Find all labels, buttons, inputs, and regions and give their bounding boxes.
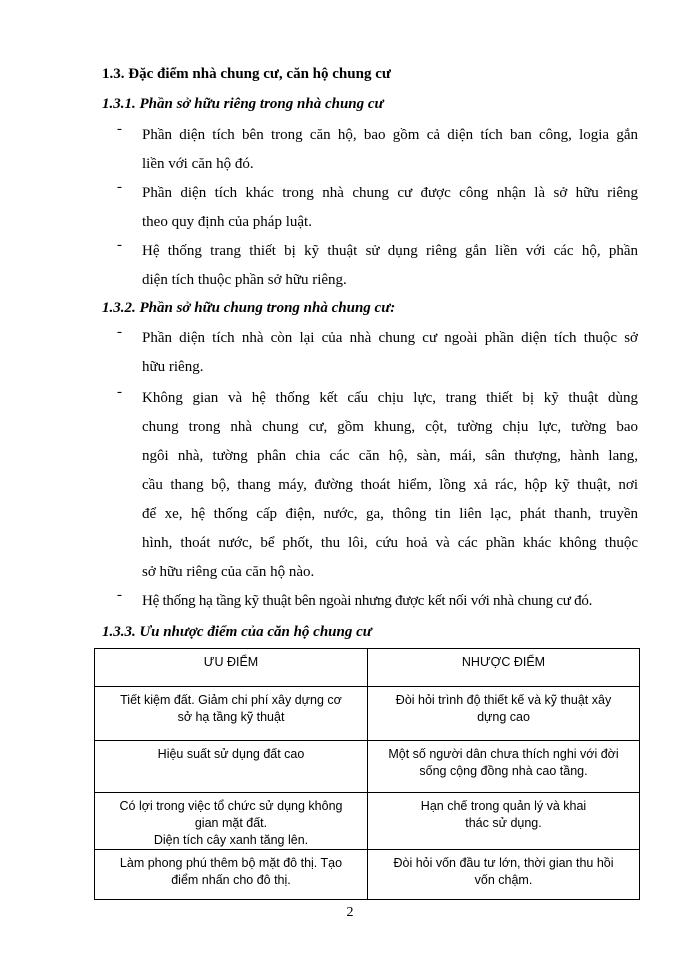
pros-cell (95, 850, 368, 900)
text-line: Phần diện tích khác trong nhà chung cư được công nhận là sở hữu riêng (142, 185, 638, 201)
cell-line: Đòi hỏi vốn đầu tư lớn, thời gian thu hồi (393, 856, 614, 870)
text-line: diện tích thuộc phần sở hữu riêng. (142, 272, 347, 288)
text-line: chung trong nhà chung cư, gồm khung, cột, tường chịu lực, tường bao (142, 419, 638, 435)
pros-cell (95, 793, 368, 850)
pros-cell (95, 741, 368, 793)
cell-line: Hạn chế trong quản lý và khai (420, 799, 587, 813)
bullet-dash: - (117, 121, 122, 137)
text-line: sở hữu riêng của căn hộ nào. (142, 564, 315, 580)
cons-cell (368, 687, 640, 741)
cell-line: Có lợi trong việc tổ chức sử dụng không (119, 799, 343, 813)
subsection-title-1-3-1: 1.3.1. Phần sở hữu riêng trong nhà chung cư (102, 96, 384, 112)
page-number: 2 (346, 905, 354, 920)
table-row (95, 741, 640, 793)
bullet-dash: - (117, 324, 122, 340)
table-row (95, 793, 640, 850)
column-header-cons: NHƯỢC ĐIỂM (368, 649, 640, 687)
text-line: hình, thoát nước, bể phốt, thu lôi, cứu hoả và các phần khác không thuộc (142, 535, 638, 551)
text-line: để xe, hệ thống cấp điện, nước, ga, thông tin liên lạc, phát thanh, truyền (142, 506, 638, 522)
text-line: cầu thang bộ, thang máy, đường thoát hiểm, lồng xả rác, hộp kỹ thuật, nơi (142, 477, 638, 493)
text-line: Phần diện tích bên trong căn hộ, bao gồm cả diện tích ban công, logia gắn (142, 127, 638, 143)
text-line: Không gian và hệ thống kết cấu chịu lực, trang thiết bị kỹ thuật dùng (142, 390, 638, 406)
section-heading: 1.3. Đặc điểm nhà chung cư, căn hộ chung cư (102, 66, 391, 82)
text-line: Hệ thống trang thiết bị kỹ thuật sử dụng riêng gắn liền với các hộ, phần (142, 243, 638, 259)
bullet-dash: - (117, 179, 122, 195)
bullet-dash: - (117, 587, 122, 603)
pros-cell (95, 687, 368, 741)
cell-line: Tiết kiệm đất. Giảm chi phí xây dựng cơ (120, 693, 342, 707)
text-line: Phần diện tích nhà còn lại của nhà chung cư ngoài phần diện tích thuộc sở (142, 330, 638, 346)
text-line: ngôi nhà, tường phân chia các căn hộ, sàn, mái, sân thượng, hành lang, (142, 448, 638, 464)
cell-line: Một số người dân chưa thích nghi với đời (388, 747, 619, 761)
cell-line: Làm phong phú thêm bộ mặt đô thị. Tạo (119, 856, 343, 870)
cell-line: Đòi hỏi trình độ thiết kế và kỹ thuật xây (395, 693, 612, 707)
cons-cell (368, 793, 640, 850)
text-line: Hệ thống hạ tầng kỹ thuật bên ngoài nhưng được kết nối với nhà chung cư đó. (142, 593, 593, 609)
table-row (95, 850, 640, 900)
cell-line: thác sử dụng. (465, 816, 542, 830)
text-line: hữu riêng. (142, 359, 204, 375)
bullet-dash: - (117, 237, 122, 253)
pros-cons-table (94, 648, 640, 900)
cell-line: sống cộng đồng nhà cao tầng. (419, 764, 588, 778)
cell-line: sở hạ tầng kỹ thuật (177, 710, 285, 724)
cell-line: vốn chậm. (474, 873, 533, 887)
subsection-title-1-3-2: 1.3.2. Phần sở hữu chung trong nhà chung cư: (102, 300, 396, 316)
text-line: theo quy định của pháp luật. (142, 214, 312, 230)
cons-cell (368, 741, 640, 793)
cell-line: dựng cao (477, 710, 530, 724)
table-row (95, 687, 640, 741)
table-header-row (95, 649, 640, 687)
column-header-pros: ƯU ĐIỂM (95, 649, 368, 687)
cell-line: điểm nhấn cho đô thị. (171, 873, 291, 887)
subsection-title-1-3-3: 1.3.3. Ưu nhược điểm của căn hộ chung cư (102, 624, 372, 640)
bullet-dash: - (117, 384, 122, 400)
text-line: liền với căn hộ đó. (142, 156, 254, 172)
cell-line: Hiệu suất sử dụng đất cao (157, 747, 305, 761)
cell-line: gian mặt đất. (194, 816, 268, 830)
cons-cell (368, 850, 640, 900)
cell-line: Diện tích cây xanh tăng lên. (153, 833, 309, 847)
